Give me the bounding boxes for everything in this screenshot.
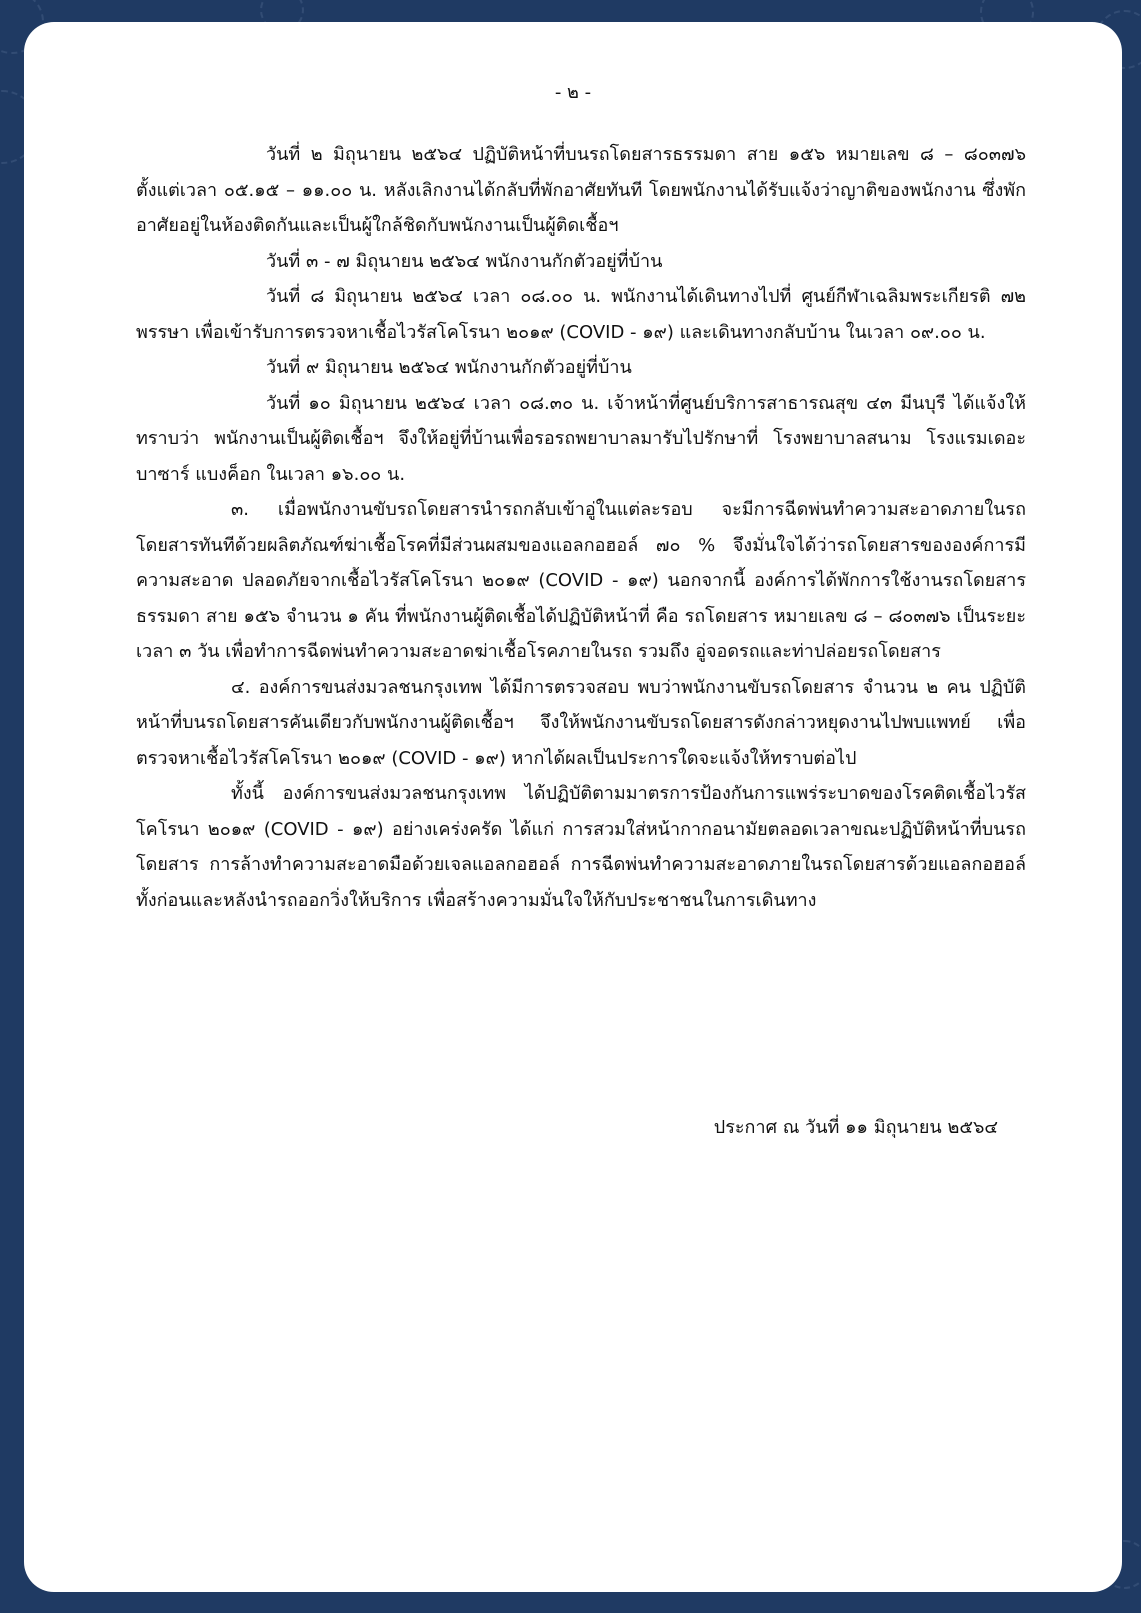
paragraph-item-3: ๓. เมื่อพนักงานขับรถโดยสารนำรถกลับเข้าอู่ในแต่ละรอบ จะมีการฉีดพ่นทำความสะอาดภายในรถโดยสารทันทีด้วยผลิตภัณฑ์ฆ่าเชื้อโรคที่มีส่วนผสมของแอลกอฮอล์ ๗๐ % จึงมั่นใจได้ว่ารถโดยสารขององค์การมีความสะอาด ปลอดภัยจากเชื้อไวรัสโคโรนา ๒๐๑๙ (COVID - ๑๙) นอกจากนี้ องค์การได้พักการใช้งานรถโดยสารธรรมดา สาย ๑๕๖ จำนวน ๑ คัน ที่พนักงานผู้ติดเชื้อได้ปฏิบัติหน้าที่ คือ รถโดยสาร หมายเลข ๘ – ๘๐๓๗๖ เป็นระยะเวลา ๓ วัน เพื่อทำการฉีดพ่นทำความสะอาดฆ่าเชื้อโรคภายในรถ รวมถึง อู่จอดรถและท่าปล่อยรถโดยสาร [136, 499, 1026, 662]
document-body [136, 137, 1026, 918]
paragraph-june-2: วันที่ ๒ มิถุนายน ๒๕๖๔ ปฏิบัติหน้าที่บนรถโดยสารธรรมดา สาย ๑๕๖ หมายเลข ๘ – ๘๐๓๗๖ ตั้งแต่เวลา ๐๕.๑๕ – ๑๑.๐๐ น. หลังเลิกงานได้กลับที่พักอาศัยทันที โดยพนักงานได้รับแจ้งว่าญาติของพนักงาน ซึ่งพักอาศัยอยู่ในห้องติดกันและเป็นผู้ใกล้ชิดกับพนักงานเป็นผู้ติดเชื้อฯ [136, 144, 1026, 236]
paragraph-item-4: ๔. องค์การขนส่งมวลชนกรุงเทพ ได้มีการตรวจสอบ พบว่าพนักงานขับรถโดยสาร จำนวน ๒ คน ปฏิบัติหน้าที่บนรถโดยสารคันเดียวกับพนักงานผู้ติดเชื้อฯ จึงให้พนักงานขับรถโดยสารดังกล่าวหยุดงานไปพบแพทย์ เพื่อตรวจหาเชื้อไวรัสโคโรนา ๒๐๑๙ (COVID - ๑๙) หากได้ผลเป็นประการใดจะแจ้งให้ทราบต่อไป [136, 676, 1026, 769]
document-page [24, 22, 1122, 1592]
paragraph-june-8: วันที่ ๘ มิถุนายน ๒๕๖๔ เวลา ๐๘.๐๐ น. พนักงานได้เดินทางไปที่ ศูนย์กีฬาเฉลิมพระเกียรติ ๗๒ พรรษา เพื่อเข้ารับการตรวจหาเชื้อไวรัสโคโรนา ๒๐๑๙ (COVID - ๑๙) และเดินทางกลับบ้าน ในเวลา ๐๙.๐๐ น. [136, 286, 1026, 343]
page-number: - ๒ - [554, 82, 592, 103]
paragraph-summary: ทั้งนี้ องค์การขนส่งมวลชนกรุงเทพ ได้ปฏิบัติตามมาตรการป้องกันการแพร่ระบาดของโรคติดเชื้อไวรัสโคโรนา ๒๐๑๙ (COVID - ๑๙) อย่างเคร่งครัด ได้แก่ การสวมใส่หน้ากากอนามัยตลอดเวลาขณะปฏิบัติหน้าที่บนรถโดยสาร การล้างทำความสะอาดมือด้วยเจลแอลกอฮอล์ การฉีดพ่นทำความสะอาดภายในรถโดยสารด้วยแอลกอฮอล์ ทั้งก่อนและหลังนำรถออกวิ่งให้บริการ เพื่อสร้างความมั่นใจให้กับประชาชนในการเดินทาง [136, 783, 1026, 911]
paragraph-june-10: วันที่ ๑๐ มิถุนายน ๒๕๖๔ เวลา ๐๘.๓๐ น. เจ้าหน้าที่ศูนย์บริการสาธารณสุข ๔๓ มีนบุรี ได้แจ้งให้ทราบว่า พนักงานเป็นผู้ติดเชื้อฯ จึงให้อยู่ที่บ้านเพื่อรอรถพยาบาลมารับไปรักษาที่ โรงพยาบาลสนาม โรงแรมเดอะบาซาร์ แบงค็อก ในเวลา ๑๖.๐๐ น. [136, 392, 1026, 485]
announcement-date: ประกาศ ณ วันที่ ๑๑ มิถุนายน ๒๕๖๔ [713, 1117, 998, 1138]
paragraph-june-3-7: วันที่ ๓ - ๗ มิถุนายน ๒๕๖๔ พนักงานกักตัวอยู่ที่บ้าน [266, 250, 663, 272]
paragraph-june-9: วันที่ ๙ มิถุนายน ๒๕๖๔ พนักงานกักตัวอยู่ที่บ้าน [266, 357, 632, 378]
